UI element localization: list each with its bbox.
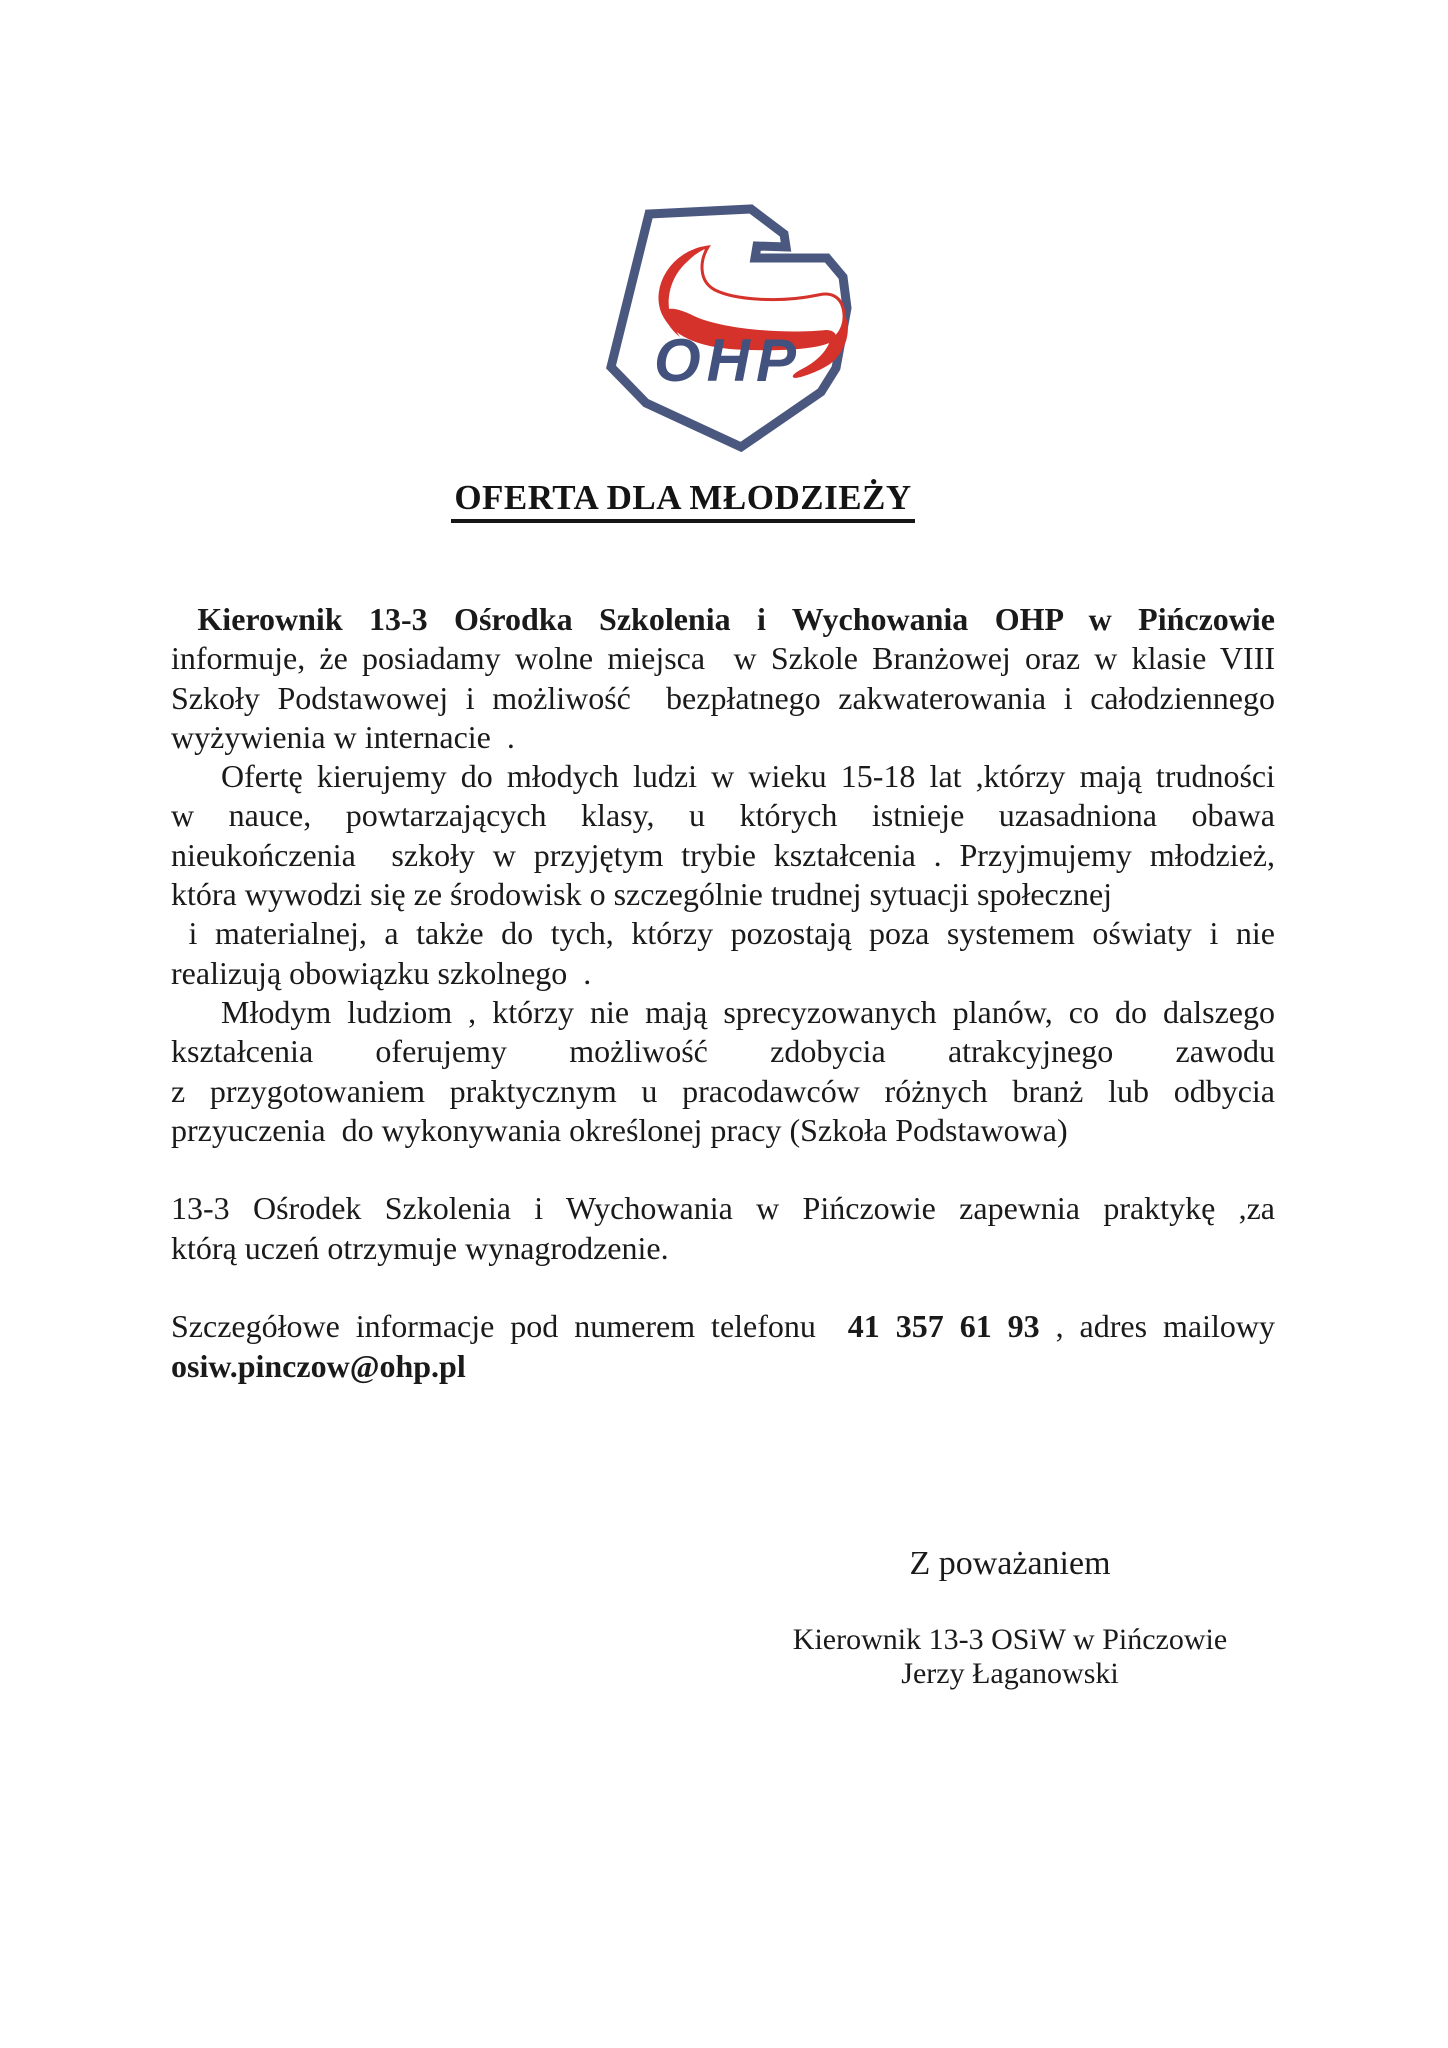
- text-segment: która wywodzi się ze środowisk o szczególnie trudnej sytuacji społecznej: [171, 876, 1113, 913]
- document-line: [171, 1307, 1275, 1346]
- text-segment: nieukończenia szkoły w przyjętym trybie kształcenia . Przyjmujemy młodzież,: [171, 836, 1275, 873]
- signature-block: [790, 1543, 1230, 1691]
- signer-role: Kierownik 13-3 OSiW w Pińczowie: [792, 1623, 1228, 1656]
- text-segment: 13-3 Ośrodek Szkolenia i Wychowania w Pińczowie zapewnia praktykę ,za: [171, 1190, 1275, 1227]
- text-segment: w nauce, powtarzających klasy, u których istnieje uzasadniona obawa: [171, 797, 1275, 834]
- document-line: [171, 1189, 1275, 1228]
- text-segment: wyżywienia w internacie .: [171, 718, 515, 755]
- document-line: [171, 1072, 1275, 1111]
- document-line: [171, 914, 1275, 953]
- document-line: [171, 875, 1275, 914]
- document-line: [171, 639, 1275, 678]
- document-line: [171, 600, 1275, 639]
- ohp-logo: [598, 198, 858, 458]
- signer-name: Jerzy Łaganowski: [901, 1657, 1119, 1690]
- text-segment: Młodym ludziom , którzy nie mają sprecyzowanych planów, co do dalszego: [221, 993, 1275, 1030]
- document-line: [171, 836, 1275, 875]
- text-segment: informuje, że posiadamy wolne miejsca w Szkole Branżowej oraz w klasie VIII: [171, 640, 1275, 677]
- ohp-wordmark: OHP: [653, 327, 803, 394]
- document-line: [171, 1111, 1275, 1150]
- text-segment: realizują obowiązku szkolnego .: [171, 954, 592, 991]
- text-segment: przyuczenia do wykonywania określonej pracy (Szkoła Podstawowa): [171, 1111, 1068, 1148]
- document-line: [171, 718, 1275, 757]
- blank-line: [171, 1268, 1275, 1307]
- text-segment: Szkoły Podstawowej i możliwość bezpłatnego zakwaterowania i całodziennego: [171, 679, 1275, 716]
- document-line: [171, 757, 1275, 796]
- document-body: [171, 600, 1275, 1386]
- text-segment: którą uczeń otrzymuje wynagrodzenie.: [171, 1229, 669, 1266]
- text-segment: Ofertę kierujemy do młodych ludzi w wieku 15-18 lat ,którzy mają trudności: [221, 758, 1275, 795]
- text-segment: 41 357 61 93: [847, 1308, 1040, 1345]
- document-line: [171, 954, 1275, 993]
- text-segment: z przygotowaniem praktycznym u pracodawców różnych branż lub odbycia: [171, 1072, 1275, 1109]
- blank-line: [171, 1150, 1275, 1189]
- text-segment: , adres mailowy: [1039, 1308, 1276, 1345]
- document-line: [171, 1032, 1275, 1071]
- text-segment: Szczegółowe informacje pod numerem telefonu: [171, 1308, 848, 1345]
- closing-phrase: Z poważaniem: [909, 1545, 1111, 1582]
- title-row: [0, 478, 1366, 523]
- document-line: [171, 1347, 1275, 1386]
- document-line: [171, 796, 1275, 835]
- text-segment: i materialnej, a także do tych, którzy pozostają poza systemem oświaty i nie: [171, 915, 1276, 952]
- signer-details: [790, 1623, 1230, 1691]
- text-segment: osiw.pinczow@ohp.pl: [171, 1347, 466, 1384]
- document-line: [171, 993, 1275, 1032]
- document-line: [171, 1229, 1275, 1268]
- text-segment: Kierownik 13-3 Ośrodka Szkolenia i Wychowania OHP w Pińczowie: [171, 601, 1276, 637]
- document-line: [171, 679, 1275, 718]
- page-title: OFERTA DLA MŁODZIEŻY: [451, 478, 914, 523]
- text-segment: kształcenia oferujemy możliwość zdobycia atrakcyjnego zawodu: [171, 1033, 1275, 1070]
